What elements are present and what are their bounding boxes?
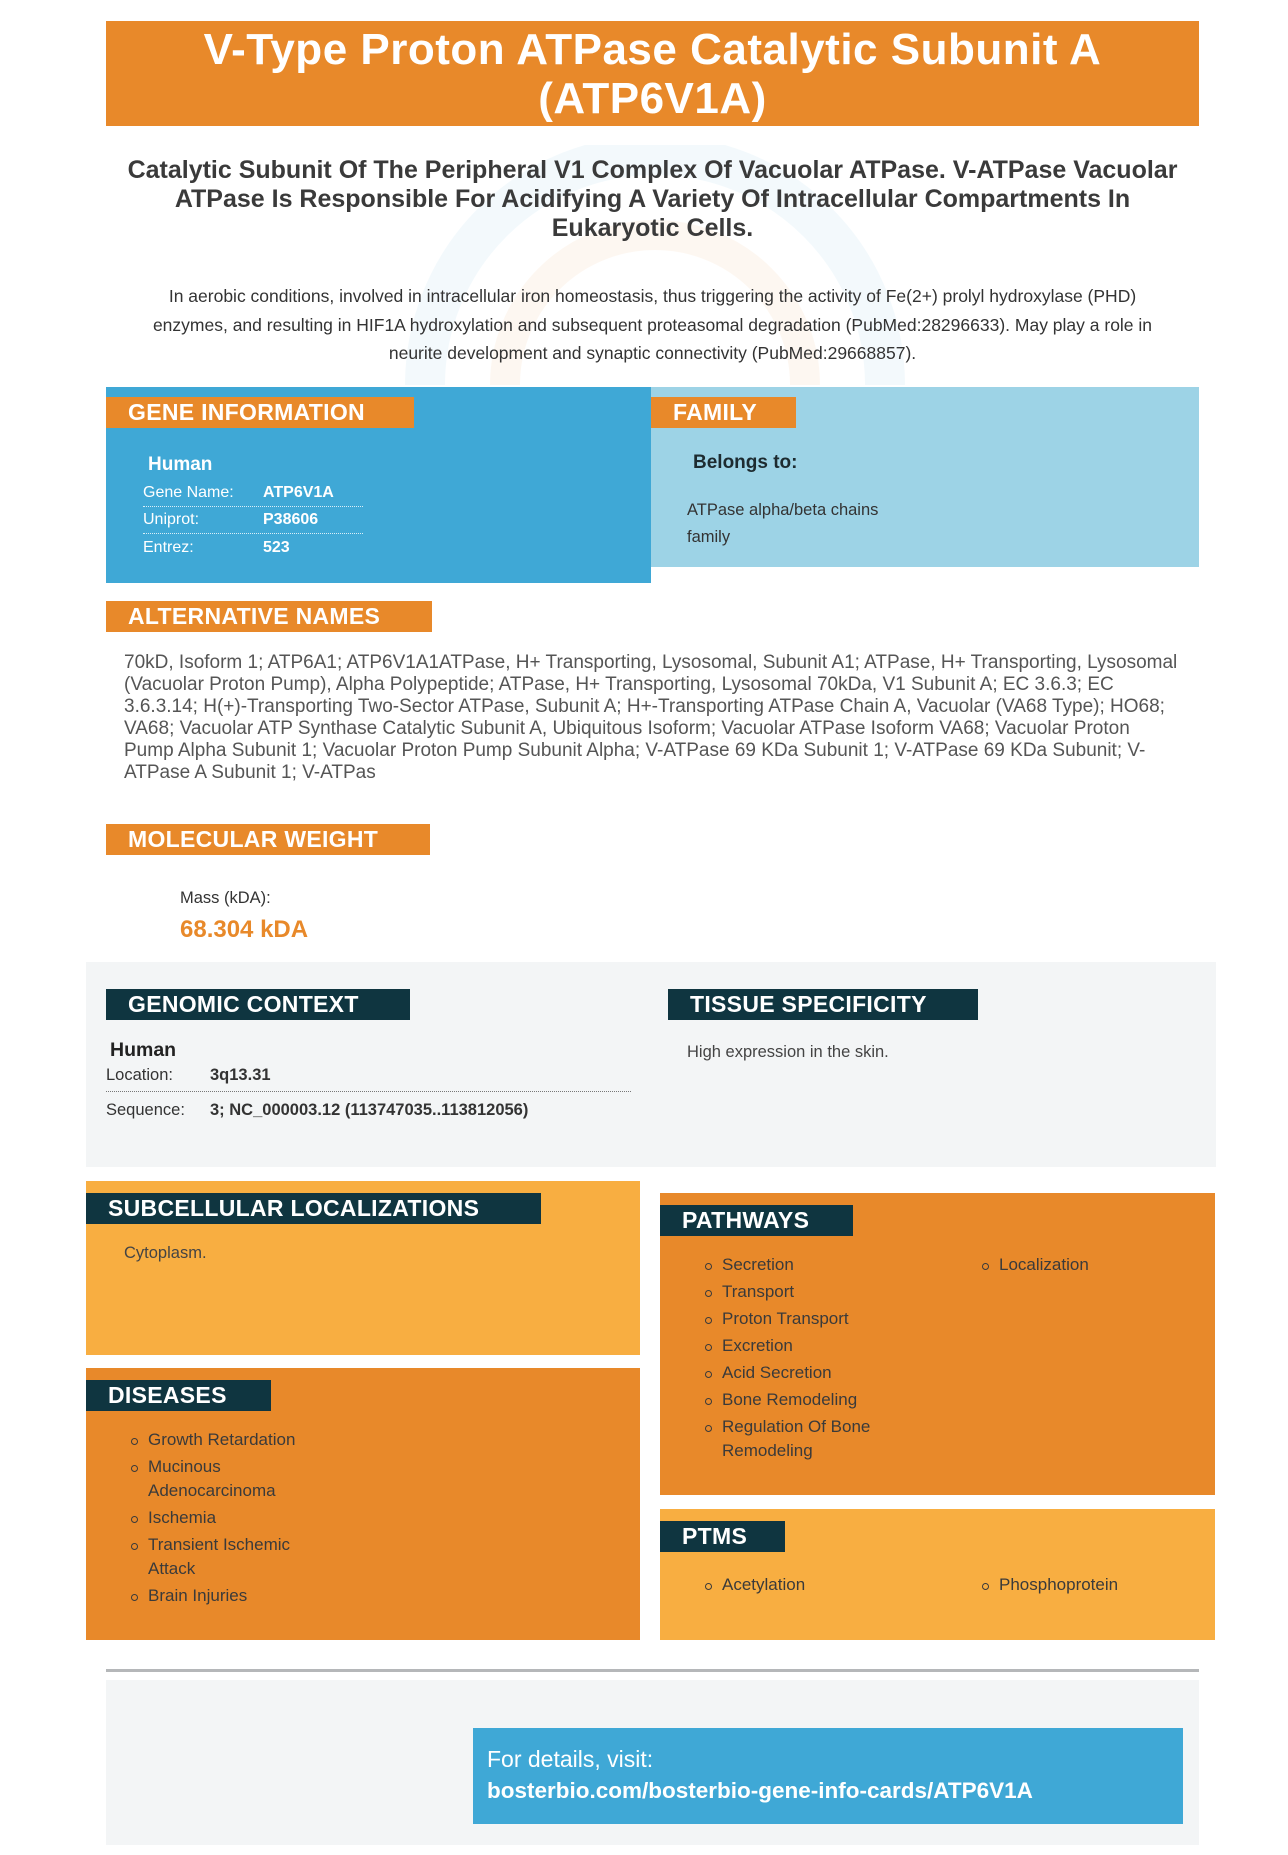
page-title: V-Type Proton ATPase Catalytic Subunit A (ATP6V1A)	[203, 24, 1102, 123]
list-item: Bone Remodeling	[702, 1388, 902, 1412]
list-item: Regulation Of Bone Remodeling	[702, 1415, 902, 1463]
list-item: Ischemia	[128, 1506, 328, 1530]
ptms-heading: PTMS	[660, 1521, 785, 1552]
pathways-list-col2	[979, 1253, 1179, 1280]
list-item: Phosphoprotein	[979, 1573, 1179, 1597]
uniprot-label: Uniprot:	[143, 511, 200, 528]
page-subtitle: Catalytic Subunit Of The Peripheral V1 Complex Of Vacuolar ATPase. V-ATPase Vacuolar ATPase Is Responsible For Acidifying A Variety Of Intracellular Compartments In Eukaryotic Cells.	[127, 156, 1178, 242]
alternative-names-heading: ALTERNATIVE NAMES	[106, 601, 432, 632]
family-text-line1: ATPase alpha/beta chains	[687, 501, 879, 519]
entrez-value: 523	[263, 538, 290, 556]
gene-name-row	[143, 480, 363, 507]
gene-name-label: Gene Name:	[143, 484, 234, 501]
alternative-names-text: 70kD, Isoform 1; ATP6A1; ATP6V1A1ATPase, H+ Transporting, Lysosomal, Subunit A1; ATPase, H+ Transporting, Lysosomal (Vacuolar Proton Pump), Alpha Polypeptide; ATPase, H+ Transporting, Lysosomal 70kDa, V1 Subunit A; EC 3.6.3; EC 3.6.3.14; H(+)-Transporting Two-Sector ATPase, Subunit A; H+-Transporting ATPase Chain A, Vacuolar (VA68 Type); HO68; VA68; Vacuolar ATP Synthase Catalytic Subunit A, Ubiquitous Isoform; Vacuolar ATPase Isoform VA68; Vacuolar Proton Pump Alpha Subunit 1; Vacuolar Proton Pump Subunit Alpha; V-ATPase 69 KDa Subunit 1; V-ATPase 69 KDa Subunit; V-ATPase A Subunit 1; V-ATPas	[124, 652, 1178, 783]
pathways-panel	[660, 1193, 1215, 1495]
subcellular-text: Cytoplasm.	[124, 1244, 207, 1262]
entrez-row	[143, 534, 363, 561]
family-text-line2: family	[687, 528, 731, 546]
tissue-specificity-text: High expression in the skin.	[687, 1043, 889, 1061]
location-label: Location:	[106, 1066, 173, 1084]
visit-label: For details, visit:	[487, 1746, 654, 1772]
ptms-list-col1	[702, 1573, 902, 1600]
gene-information-heading: GENE INFORMATION	[106, 397, 414, 428]
genomic-context-panel	[86, 962, 1216, 1167]
pathways-list-col1	[702, 1253, 902, 1466]
gene-species: Human	[148, 454, 213, 475]
list-item: Transient Ischemic Attack	[128, 1533, 328, 1581]
location-value: 3q13.31	[210, 1066, 271, 1084]
list-item: Transport	[702, 1280, 902, 1304]
subcellular-panel	[86, 1181, 640, 1355]
uniprot-row	[143, 507, 363, 534]
list-item: Proton Transport	[702, 1307, 902, 1331]
genomic-context-heading: GENOMIC CONTEXT	[106, 989, 410, 1020]
ptms-panel	[660, 1509, 1215, 1640]
gene-name-value: ATP6V1A	[263, 484, 334, 501]
sequence-value: 3; NC_000003.12 (113747035..113812056)	[210, 1100, 529, 1119]
function-description: In aerobic conditions, involved in intracellular iron homeostasis, thus triggering the activity of Fe(2+) prolyl hydroxylase (PHD) enzymes, and resulting in HIF1A hydroxylation and subsequent proteasomal degradation (PubMed:28296633). May play a role in neurite development and synaptic connectivity (PubMed:29668857).	[152, 286, 1153, 363]
footer-divider	[106, 1669, 1199, 1672]
diseases-heading: DISEASES	[86, 1380, 271, 1411]
tissue-specificity-heading: TISSUE SPECIFICITY	[668, 989, 978, 1020]
sequence-row	[106, 1094, 631, 1126]
uniprot-value: P38606	[263, 511, 319, 528]
family-belongs-label: Belongs to:	[693, 452, 798, 473]
mass-label: Mass (kDA):	[180, 889, 271, 907]
list-item: Excretion	[702, 1334, 902, 1358]
list-item: Secretion	[702, 1253, 902, 1277]
list-item: Acetylation	[702, 1573, 902, 1597]
entrez-label: Entrez:	[143, 538, 194, 556]
molecular-weight-heading: MOLECULAR WEIGHT	[106, 824, 430, 855]
ptms-list-col2	[979, 1573, 1179, 1600]
family-heading: FAMILY	[651, 397, 796, 428]
gene-information-panel	[106, 387, 651, 583]
subcellular-heading: SUBCELLULAR LOCALIZATIONS	[86, 1193, 541, 1224]
location-row	[106, 1060, 631, 1092]
diseases-list	[128, 1428, 328, 1611]
list-item: Brain Injuries	[128, 1584, 328, 1608]
sequence-label: Sequence:	[106, 1100, 185, 1119]
family-panel	[651, 387, 1199, 567]
visit-box[interactable]	[473, 1728, 1183, 1824]
genomic-species: Human	[110, 1039, 177, 1061]
visit-url-link[interactable]: bosterbio.com/bosterbio-gene-info-cards/ATP6V1A	[487, 1778, 1033, 1803]
diseases-panel	[86, 1368, 640, 1640]
title-banner	[106, 21, 1199, 126]
list-item: Growth Retardation	[128, 1428, 328, 1452]
mass-value: 68.304 kDA	[180, 916, 309, 943]
pathways-heading: PATHWAYS	[660, 1205, 853, 1236]
list-item: Mucinous Adenocarcinoma	[128, 1455, 328, 1503]
list-item: Acid Secretion	[702, 1361, 902, 1385]
list-item: Localization	[979, 1253, 1179, 1277]
